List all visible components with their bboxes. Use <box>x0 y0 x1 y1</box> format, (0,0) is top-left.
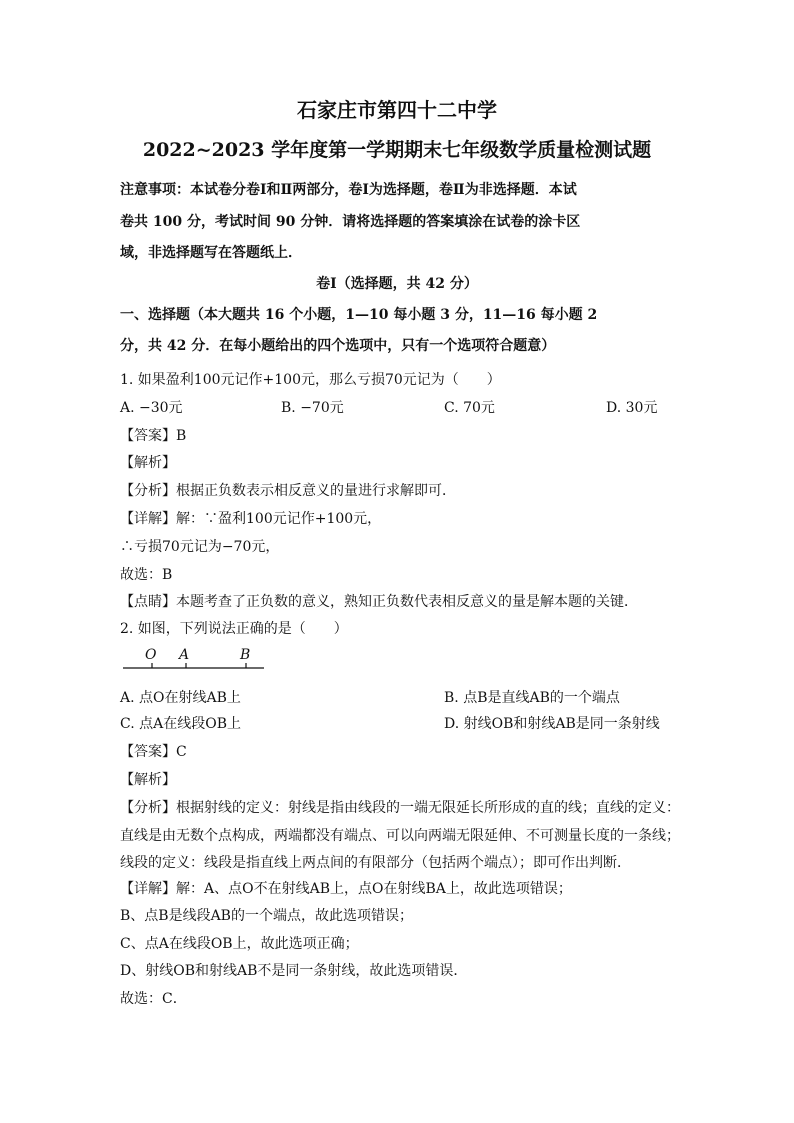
section-title-line-1: 一、选择题（本大题共 16 个小题，1—10 每小题 3 分，11—16 每小题 2 <box>120 307 598 323</box>
part-title: 卷Ⅰ（选择题，共 42 分） <box>316 276 478 292</box>
notice-line-2: 卷共 100 分，考试时间 90 分钟．请将选择题的答案填涂在试卷的涂卡区 <box>120 214 581 230</box>
q1-option-c: C. 70元 <box>444 400 495 416</box>
q1-fenxi <box>120 481 456 501</box>
fenxi-tag: 【分析】 <box>120 483 176 499</box>
q2-option-c: C. 点A在线段OB上 <box>120 716 241 732</box>
answer-value: B <box>176 428 187 444</box>
fenxi-text-line-1: 根据射线的定义：射线是指由线段的一端无限延长所形成的直的线；直线的定义： <box>176 800 680 816</box>
q2-option-b: B. 点B是直线AB的一个端点 <box>444 690 620 706</box>
answer-value: C <box>176 744 187 760</box>
q2-fenxi-line-2: 直线是由无数个点构成，两端都没有端点、可以向两端无限延伸、不可测量长度的一条线； <box>120 828 680 844</box>
q2-xiangjie-line-2: B、点B是线段AB的一个端点，故此选项错误； <box>120 908 413 924</box>
q1-option-d: D. 30元 <box>606 400 658 416</box>
q2-analysis-tag: 【解析】 <box>120 772 176 788</box>
point-label-b: B <box>240 647 251 663</box>
xiangjie-text-line-1: 解：A、点O不在射线AB上，点O在射线BA上，故此选项错误； <box>176 881 572 897</box>
dianjing-tag: 【点睛】 <box>120 594 176 610</box>
q2-answer <box>120 742 187 762</box>
q2-xiangjie-line-3: C、点A在线段OB上，故此选项正确； <box>120 936 359 952</box>
exam-subtitle: 2022~2023 学年度第一学期期末七年级数学质量检测试题 <box>142 139 652 161</box>
notice-line-1: 注意事项：本试卷分卷Ⅰ和Ⅱ两部分，卷Ⅰ为选择题，卷Ⅱ为非选择题．本试 <box>120 182 577 198</box>
xiangjie-tag: 【详解】 <box>120 881 176 897</box>
q1-xiangjie <box>120 509 381 529</box>
q2-option-d: D. 射线OB和射线AB是同一条射线 <box>444 716 660 732</box>
fenxi-text: 根据正负数表示相反意义的量进行求解即可． <box>176 483 456 499</box>
q1-answer <box>120 426 186 446</box>
q1-option-a: A. −30元 <box>120 400 183 416</box>
q2-stem: 2. 如图，下列说法正确的是（ ） <box>120 621 348 637</box>
q2-fenxi-line-3: 线段的定义：线段是指直线上两点间的有限部分（包括两个端点）；即可作出判断． <box>120 855 631 871</box>
q2-figure-line-diagram <box>118 644 268 676</box>
xiangjie-tag: 【详解】 <box>120 511 176 527</box>
q2-fenxi <box>120 798 680 818</box>
fenxi-tag: 【分析】 <box>120 800 176 816</box>
point-label-a: A <box>179 647 190 663</box>
q2-option-a: A. 点O在射线AB上 <box>120 690 241 706</box>
q2-xiangjie <box>120 879 572 899</box>
school-title: 石家庄市第四十二中学 <box>297 98 497 122</box>
q1-choice: 故选：B <box>120 567 173 583</box>
q2-xiangjie-line-4: D、射线OB和射线AB不是同一条射线，故此选项错误． <box>120 963 468 979</box>
notice-line-3: 域，非选择题写在答题纸上． <box>120 245 302 261</box>
answer-tag: 【答案】 <box>120 744 176 760</box>
q1-option-b: B. −70元 <box>281 400 344 416</box>
q2-choice: 故选：C． <box>120 991 187 1007</box>
q1-dianjing <box>120 592 638 612</box>
q1-analysis-tag: 【解析】 <box>120 455 176 471</box>
section-title-line-2: 分，共 42 分．在每小题给出的四个选项中，只有一个选项符合题意） <box>120 338 556 354</box>
dianjing-text: 本题考查了正负数的意义，熟知正负数代表相反意义的量是解本题的关键． <box>176 594 638 610</box>
q1-step-2: ∴亏损70元记为−70元， <box>120 539 280 555</box>
point-label-o: O <box>145 647 157 663</box>
q1-stem: 1. 如果盈利100元记作+100元，那么亏损70元记为（ ） <box>120 372 501 388</box>
xiangjie-text: 解：∵盈利100元记作+100元， <box>176 511 382 527</box>
answer-tag: 【答案】 <box>120 428 176 444</box>
